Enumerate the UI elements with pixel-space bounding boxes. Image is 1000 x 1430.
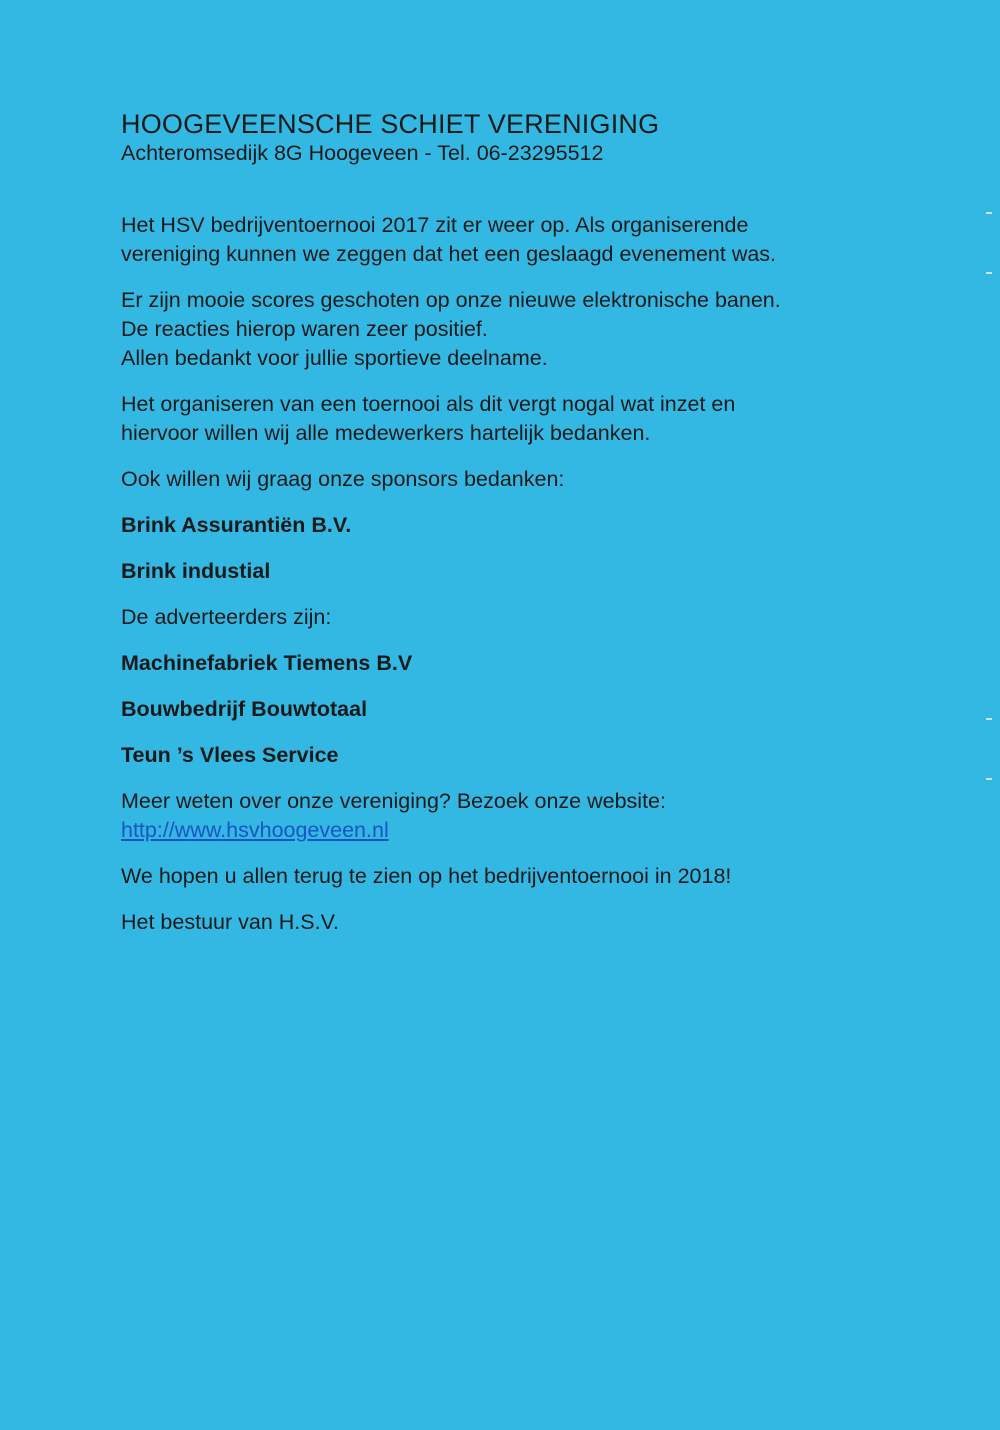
advertiser-item: Teun ’s Vlees Service (121, 743, 339, 767)
closing-hope: We hopen u allen terug te zien op het bedrijventoernooi in 2018! (121, 864, 732, 888)
organisation-line-2: hiervoor willen wij alle medewerkers hartelijk bedanken. (121, 421, 651, 445)
intro-line-1: Het HSV bedrijventoernooi 2017 zit er weer op. Als organiserende (121, 213, 749, 237)
advertisers-intro: De adverteerders zijn: (121, 605, 332, 629)
paper-edge-mark (986, 778, 992, 780)
website-link-line (121, 816, 921, 845)
advertiser-item: Bouwbedrijf Bouwtotaal (121, 697, 368, 721)
page-title: HOOGEVEENSCHE SCHIET VERENIGING (121, 109, 660, 139)
paper-edge-mark (986, 272, 992, 274)
paper-edge-mark (986, 718, 992, 720)
scores-line-1: Er zijn mooie scores geschoten op onze nieuwe elektronische banen. (121, 288, 781, 312)
organisation-paragraph (121, 390, 921, 448)
signature: Het bestuur van H.S.V. (121, 910, 339, 934)
intro-line-2: vereniging kunnen we zeggen dat het een geslaagd evenement was. (121, 242, 777, 266)
organisation-line-1: Het organiseren van een toernooi als dit vergt nogal wat inzet en (121, 392, 736, 416)
intro-paragraph (121, 211, 921, 269)
scores-line-3: Allen bedankt voor jullie sportieve deelname. (121, 346, 548, 370)
scores-paragraph (121, 286, 921, 373)
paper-edge-mark (986, 212, 992, 214)
website-paragraph (121, 787, 921, 845)
address-line: Achteromsedijk 8G Hoogeveen - Tel. 06-23295512 (121, 141, 604, 165)
website-link[interactable]: http://www.hsvhoogeveen.nl (121, 818, 389, 842)
scores-line-2: De reacties hierop waren zeer positief. (121, 317, 488, 341)
letter (121, 108, 921, 937)
advertiser-item: Machinefabriek Tiemens B.V (121, 651, 413, 675)
website-text: Meer weten over onze vereniging? Bezoek onze website: (121, 789, 666, 813)
sponsor-item: Brink industial (121, 559, 271, 583)
sponsor-item: Brink Assurantiën B.V. (121, 513, 352, 537)
sponsors-intro: Ook willen wij graag onze sponsors bedanken: (121, 467, 565, 491)
